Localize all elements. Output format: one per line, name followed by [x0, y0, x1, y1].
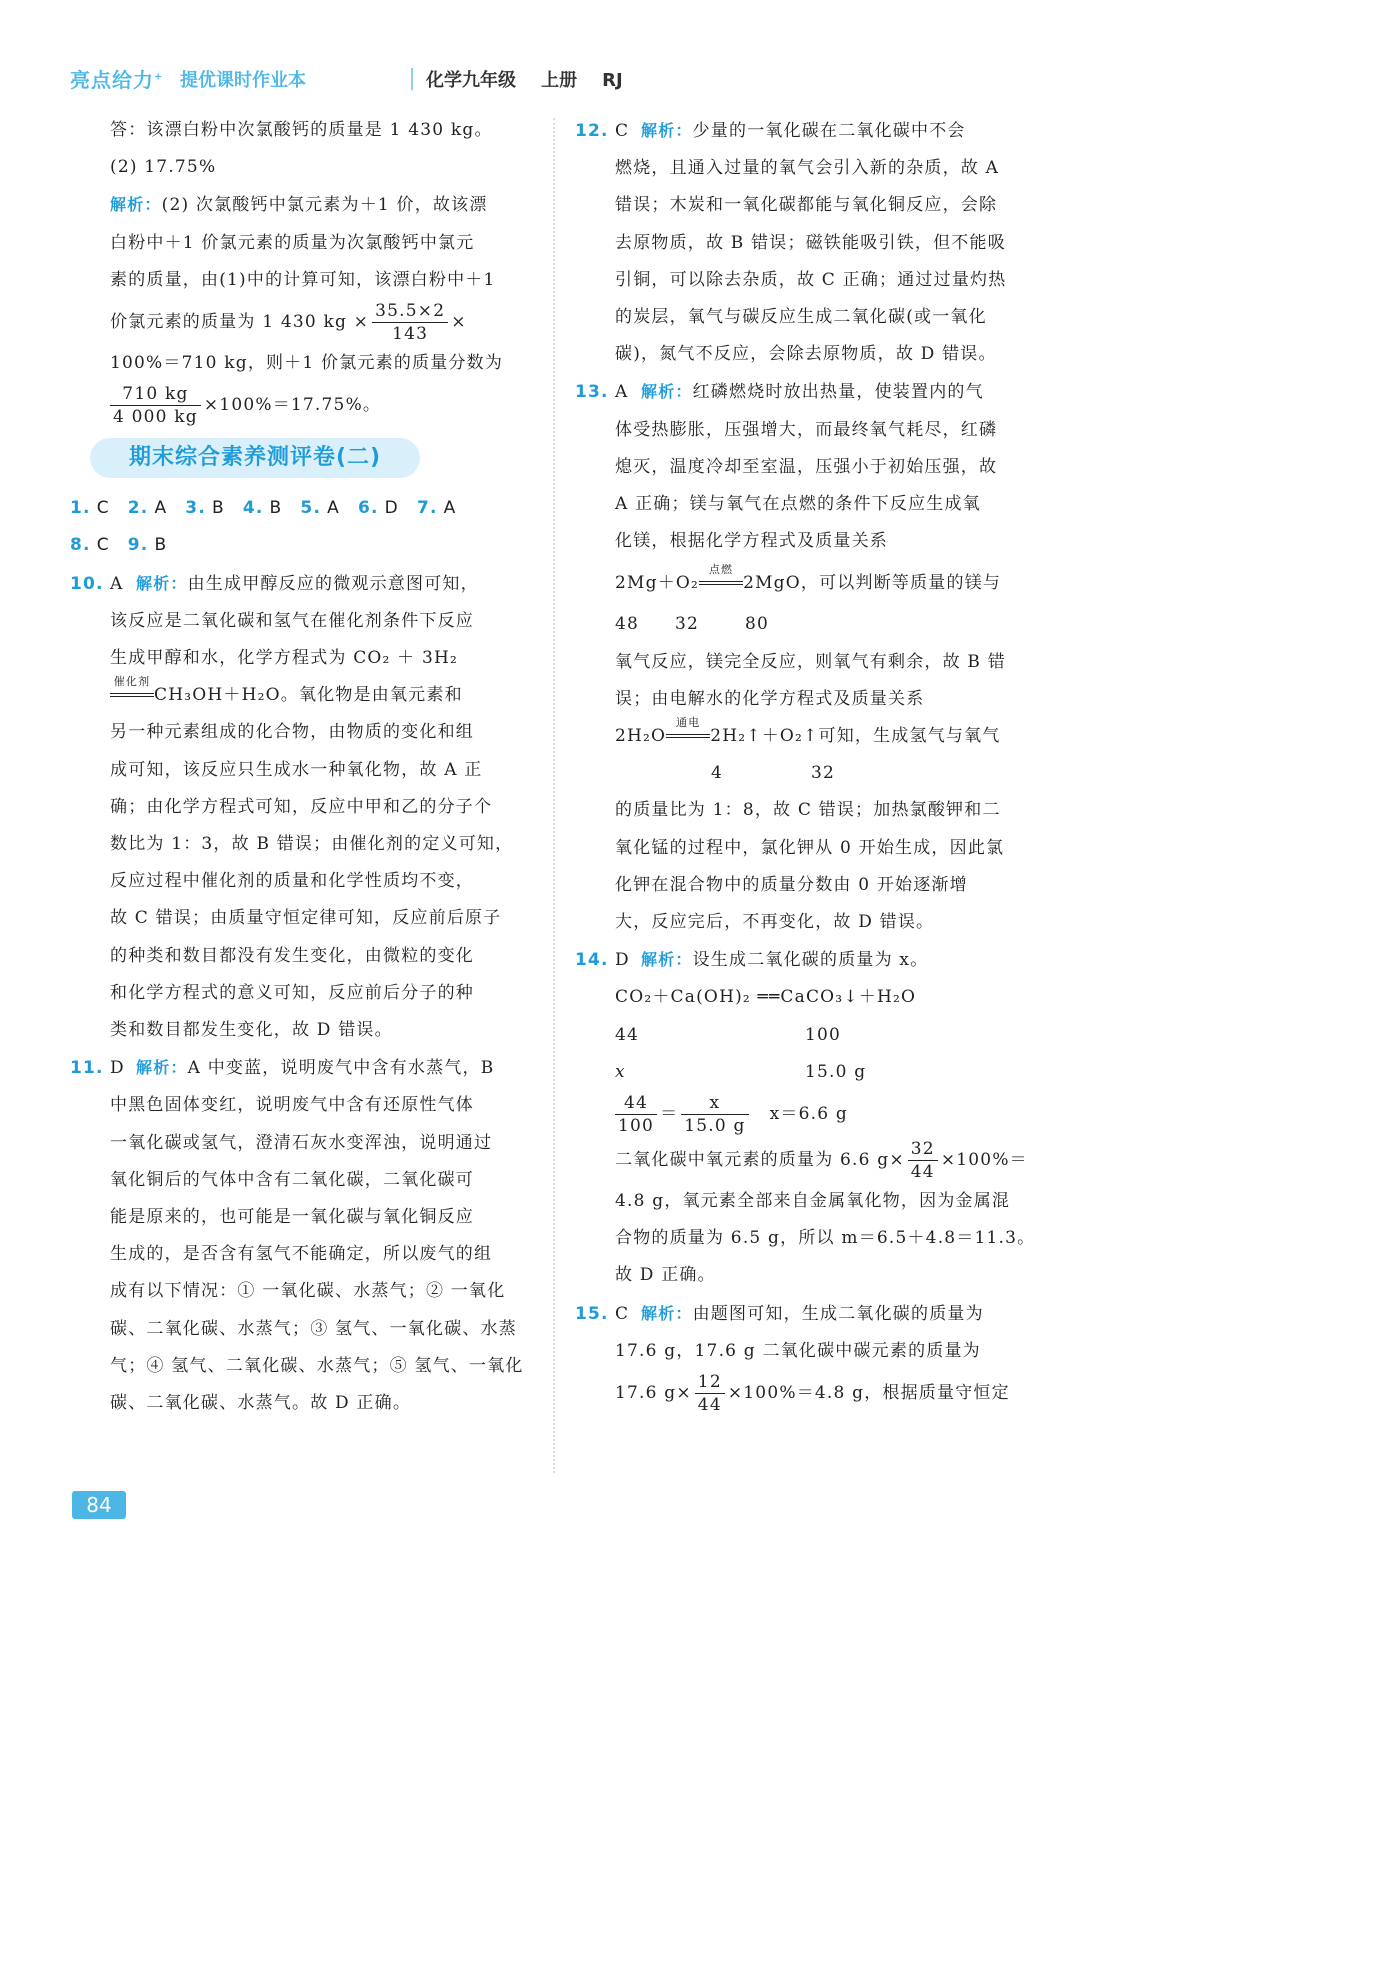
answer-line: 答：该漂白粉中次氯酸钙的质量是 1 430 kg。 — [110, 120, 493, 140]
explanation-line: 价氯元素的质量为 1 430 kg × $\frac{35.5\times 2}{143}$ × — [110, 301, 467, 345]
right-column — [575, 112, 1038, 1416]
q15-line: 17.6 g× $\frac{12}{44}$ ×100%＝4.8 g，根据质量守恒定 — [615, 1372, 1010, 1416]
question-number: 12. — [575, 121, 609, 141]
explanation-line: 素的质量，由(1)中的计算可知，该漂白粉中＋1 — [110, 269, 496, 290]
explanation-tag: 解析： — [136, 573, 188, 593]
quick-question-number: 1. — [70, 498, 91, 519]
chemical-equation: 2Mg＋O₂ 点燃 2MgO，可以判断等质量的镁与 — [615, 563, 1002, 594]
q13-line: 氧气反应，镁完全反应，则氧气有剩余，故 B 错 — [615, 651, 1006, 672]
q13-line: 氧化锰的过程中，氯化钾从 0 开始生成，因此氯 — [615, 837, 1005, 858]
q13-line: A 正确；镁与氧气在点燃的条件下反应生成氧 — [615, 494, 981, 515]
chemical-equation: CO₂＋Ca(OH)₂ ══CaCO₃↓＋H₂O — [615, 987, 917, 1008]
quick-question-number: 5. — [300, 498, 322, 519]
page-number: 84 — [72, 1491, 126, 1519]
explanation-line: 白粉中＋1 价氯元素的质量为次氯酸钙中氯元 — [110, 232, 475, 253]
answer-choice: D — [110, 1058, 125, 1079]
q15-line: 17.6 g，17.6 g 二氧化碳中碳元素的质量为 — [615, 1340, 981, 1361]
q10-line: 10. A 解析：由生成甲醇反应的微观示意图可知， — [70, 565, 533, 603]
question-number: 11. — [70, 1058, 104, 1079]
quick-answers-row-2 — [70, 527, 533, 564]
fraction: $\frac{44}{100}$ — [615, 1092, 657, 1137]
q11-line: 碳、二氧化碳、水蒸气；③ 氢气、一氧化碳、水蒸 — [110, 1318, 518, 1339]
explanation-tag: 解析： — [641, 382, 693, 402]
q11-line: 一氧化碳或氢气，澄清石灰水变浑浊，说明通过 — [110, 1132, 493, 1153]
q10-line: 反应过程中催化剂的质量和化学性质均不变， — [110, 871, 474, 892]
quick-answer: C — [96, 535, 110, 556]
explanation-line: 100%＝710 kg，则＋1 价氯元素的质量分数为 — [110, 353, 504, 374]
explanation-line: 解析：(2) 次氯酸钙中氯元素为＋1 价，故该漂 — [110, 195, 488, 216]
q10-line: 确；由化学方程式可知，反应中甲和乙的分子个 — [110, 796, 493, 817]
q10-line: 该反应是二氧化碳和氢气在催化剂条件下反应 — [110, 610, 474, 631]
q11-line: 成有以下情况：① 一氧化碳、水蒸气；② 一氧化 — [110, 1281, 506, 1302]
fraction: $\frac{12}{44}$ — [695, 1371, 725, 1416]
mass-relation: 48 32 80 — [615, 614, 770, 635]
q10-line: 类和数目都发生变化，故 D 错误。 — [110, 1020, 393, 1041]
q11-line: 氧化铜后的气体中含有二氧化碳，二氧化碳可 — [110, 1169, 474, 1190]
q13-line: 化钾在混合物中的质量分数由 0 开始逐渐增 — [615, 874, 968, 895]
page-header — [70, 62, 1030, 98]
q12-line: 去原物质，故 B 错误；磁铁能吸引铁，但不能吸 — [615, 232, 1006, 253]
q10-line: 另一种元素组成的化合物，由物质的变化和组 — [110, 722, 474, 743]
mass-relation: 44 100 — [615, 1024, 842, 1045]
reaction-condition: 通电 — [666, 727, 710, 741]
question-number: 14. — [575, 950, 609, 971]
reaction-condition: 点燃 — [699, 574, 743, 588]
q11-line: 能是原来的，也可能是一氧化碳与氧化铜反应 — [110, 1207, 474, 1228]
series-title: 提优课时作业本 — [180, 70, 306, 91]
answer-choice: C — [615, 121, 630, 141]
explanation-tag: 解析： — [641, 1303, 693, 1323]
q10-line: 成可知，该反应只生成水一种氧化物，故 A 正 — [110, 759, 483, 780]
question-number: 15. — [575, 1303, 609, 1324]
q13-line: 误；由电解水的化学方程式及质量关系 — [615, 688, 925, 709]
explanation-tag: 解析： — [110, 195, 162, 215]
q12-line: 燃烧，且通入过量的氧气会引入新的杂质，故 A — [615, 158, 1000, 179]
q10-line: 故 C 错误；由质量守恒定律可知，反应前后原子 — [110, 908, 502, 929]
answer-choice: A — [615, 382, 629, 403]
q11-line: 11. D 解析：A 中变蓝，说明废气中含有水蒸气，B — [70, 1049, 533, 1087]
q10-line: 催化剂 CH₃OH＋H₂O。氧化物是由氧元素和 — [70, 677, 533, 714]
question-number: 10. — [70, 573, 104, 594]
q10-line: 生成甲醇和水，化学方程式为 CO₂ ＋ 3H₂ — [110, 648, 459, 669]
quick-question-number: 9. — [127, 535, 149, 556]
book-info: 化学九年级 上册 RJ — [426, 70, 623, 91]
fraction: $\frac{32}{44}$ — [908, 1138, 938, 1183]
answer-choice: C — [615, 1303, 630, 1324]
q10-line: 数比为 1：3，故 B 错误；由催化剂的定义可知， — [110, 834, 514, 855]
q13-line: 的质量比为 1：8，故 C 错误；加热氯酸钾和二 — [615, 800, 1001, 821]
quick-question-number: 2. — [127, 498, 149, 519]
reaction-condition: 催化剂 — [110, 686, 154, 700]
question-number: 13. — [575, 382, 609, 403]
q14-line: 故 D 正确。 — [615, 1265, 716, 1286]
fraction: $\frac{35.5\times 2}{143}$ — [372, 300, 448, 345]
q13-line: 大，反应完后，不再变化，故 D 错误。 — [615, 912, 935, 933]
q12-line: 的炭层，氧气与碳反应生成二氧化碳(或一氧化 — [615, 307, 987, 328]
q13-line: 13. A 解析：红磷燃烧时放出热量，使装置内的气 — [575, 373, 1038, 411]
q15-line: 15. C 解析：由题图可知，生成二氧化碳的质量为 — [575, 1295, 1038, 1333]
q11-line: 碳、二氧化碳、水蒸气。故 D 正确。 — [110, 1393, 412, 1414]
fraction: $\frac{710 kg}{4 000 kg}$ — [110, 383, 201, 428]
left-column — [70, 112, 533, 1422]
quick-question-number: 4. — [242, 498, 264, 519]
answer-choice: D — [615, 950, 630, 971]
q14-line: 14. D 解析：设生成二氧化碳的质量为 x。 — [575, 941, 1038, 979]
quick-answer: A — [327, 498, 340, 519]
q12-line: 引铜，可以除去杂质，故 C 正确；通过过量灼热 — [615, 269, 1007, 290]
quick-answer: C — [96, 498, 110, 519]
q10-line: 的种类和数目都没有发生变化，由微粒的变化 — [110, 945, 474, 966]
quick-answer: B — [211, 498, 225, 519]
header-separator — [411, 68, 413, 90]
quick-question-number: 6. — [357, 498, 379, 519]
quick-question-number: 8. — [70, 535, 91, 556]
q11-line: 气；④ 氢气、二氧化碳、水蒸气；⑤ 氢气、一氧化 — [110, 1355, 524, 1376]
section-banner: 期末综合素养测评卷(二) — [90, 438, 420, 478]
q14-line: 二氧化碳中氧元素的质量为 6.6 g× $\frac{32}{44}$ ×100%＝ — [615, 1139, 1028, 1183]
explanation-line: $\frac{710 kg}{4 000 kg}$ ×100%＝17.75%。 — [70, 382, 533, 428]
explanation-tag: 解析： — [136, 1058, 188, 1078]
fraction: $\frac{x}{15.0 g}$ — [681, 1092, 748, 1137]
explanation-tag: 解析： — [641, 950, 693, 970]
chemical-equation: 2H₂O 通电 2H₂↑＋O₂↑可知，生成氢气与氧气 — [615, 716, 1001, 747]
quick-answer: D — [384, 498, 399, 519]
brand-logo: 亮点给力+ — [70, 68, 164, 92]
q11-line: 生成的，是否含有氢气不能确定，所以废气的组 — [110, 1244, 493, 1265]
explanation-tag: 解析： — [641, 121, 693, 140]
q11-line: 中黑色固体变红，说明废气中含有还原性气体 — [110, 1095, 474, 1116]
column-divider — [553, 118, 555, 1473]
quick-answer: B — [154, 535, 168, 556]
answer-choice: A — [110, 573, 124, 594]
quick-answer: A — [154, 498, 168, 519]
q13-line: 熄灭，温度冷却至室温，压强小于初始压强，故 — [615, 456, 998, 477]
mass-relation: x 15.0 g — [615, 1061, 867, 1082]
q14-line: 4.8 g，氧元素全部来自金属氧化物，因为金属混 — [615, 1191, 1011, 1212]
q12-line: 错误；木炭和一氧化碳都能与氧化铜反应，会除 — [615, 195, 998, 216]
answer-line: (2) 17.75% — [110, 157, 217, 178]
q14-line: 合物的质量为 6.5 g，所以 m＝6.5＋4.8＝11.3。 — [615, 1228, 1036, 1249]
q13-line: 体受热膨胀，压强增大，而最终氧气耗尽，红磷 — [615, 419, 998, 440]
q12-line: 碳)，氮气不反应，会除去原物质，故 D 错误。 — [615, 344, 997, 365]
quick-question-number: 7. — [416, 498, 438, 519]
quick-answer: B — [269, 498, 283, 519]
proportion: $\frac{44}{100}$ ＝ $\frac{x}{15.0 g}$ x＝6.6 g — [575, 1091, 1038, 1137]
quick-answers-row-1 — [70, 490, 533, 527]
q10-line: 和化学方程式的意义可知，反应前后分子的种 — [110, 982, 474, 1003]
mass-relation: 4 32 — [711, 763, 836, 784]
q13-line: 化镁，根据化学方程式及质量关系 — [615, 531, 888, 552]
q12-line: 12. C 解析：少量的一氧化碳在二氧化碳中不会 — [575, 112, 1038, 150]
quick-question-number: 3. — [185, 498, 206, 519]
quick-answer: A — [443, 498, 457, 519]
